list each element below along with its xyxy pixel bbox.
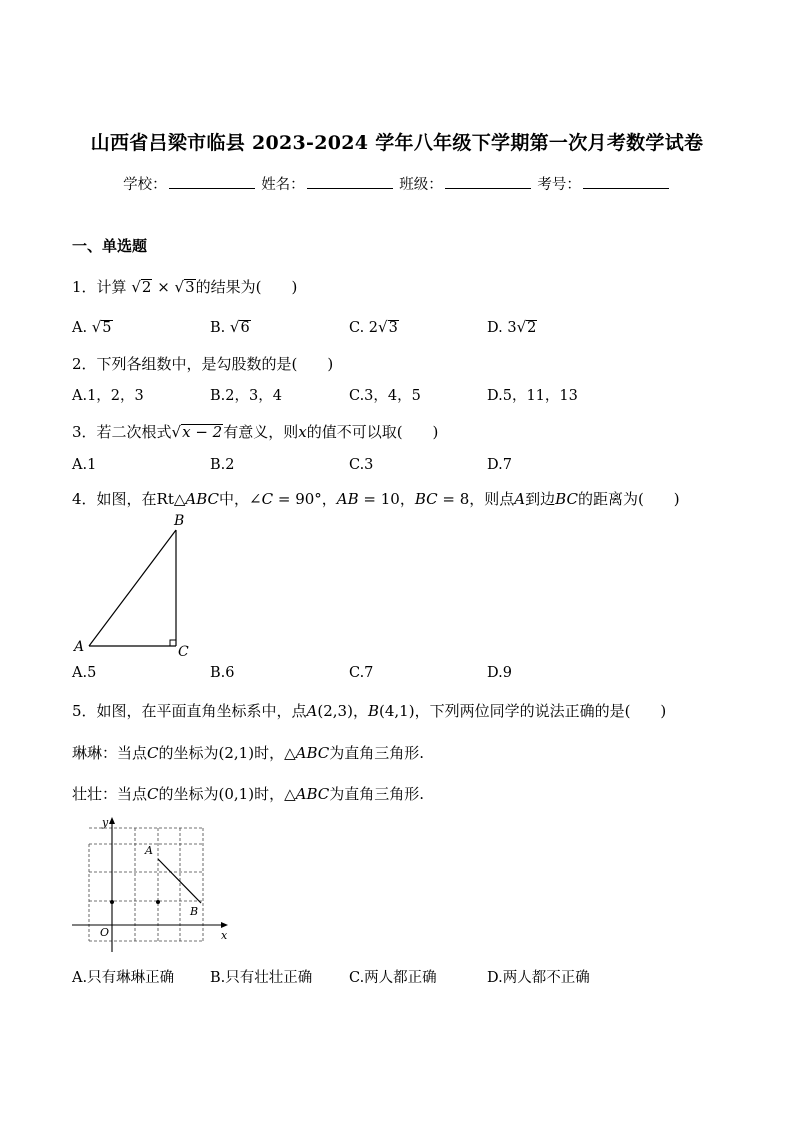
q3-radicand: x − 2 bbox=[182, 423, 223, 441]
q5-l1-text-a: 琳琳：当点 bbox=[72, 744, 148, 762]
q4-c: C bbox=[261, 490, 274, 508]
student-info-line bbox=[0, 173, 794, 194]
q1-option-b[interactable]: B. √6 bbox=[210, 318, 250, 336]
q5-l1-text-b: 的坐标为 bbox=[158, 744, 219, 762]
label-b: B bbox=[174, 513, 185, 529]
class-label: 班级： bbox=[399, 177, 443, 193]
q4-option-c[interactable]: C.7 bbox=[349, 665, 374, 681]
q4-option-a[interactable]: A.5 bbox=[72, 665, 97, 681]
q3-option-d[interactable]: D.7 bbox=[487, 457, 512, 473]
q1-option-b-radicand: 6 bbox=[240, 320, 250, 336]
q5-l1-abc: ABC bbox=[295, 744, 330, 762]
q4-text-4: = 10， bbox=[358, 490, 415, 508]
school-label: 学校： bbox=[123, 177, 167, 193]
q4-ab: AB bbox=[336, 490, 359, 508]
q4-bc: BC bbox=[414, 490, 438, 508]
q1-option-c-label: C. 2 bbox=[349, 320, 379, 336]
q4-text-1: 4．如图，在Rt△ bbox=[72, 490, 186, 508]
origin-label: O bbox=[100, 926, 110, 939]
q5-b-coord: (4,1) bbox=[379, 702, 415, 720]
q1-option-c-radicand: 3 bbox=[388, 320, 398, 336]
coordinate-grid-figure bbox=[68, 812, 238, 957]
q5-l2-c: C bbox=[147, 785, 159, 803]
exam-no-blank bbox=[583, 174, 669, 189]
name-label: 姓名： bbox=[261, 177, 305, 193]
point-c-0-1 bbox=[110, 900, 114, 904]
q5-text-1: 5．如图，在平面直角坐标系中，点 bbox=[72, 702, 307, 720]
q1-prefix: 1．计算 bbox=[72, 278, 127, 296]
q3-mid: 有意义，则 bbox=[223, 423, 299, 441]
q4-option-b[interactable]: B.6 bbox=[210, 665, 235, 681]
q3-option-c[interactable]: C.3 bbox=[349, 457, 374, 473]
q3-prefix: 3．若二次根式 bbox=[72, 423, 172, 441]
q5-l1-text-c: 时，△ bbox=[254, 744, 296, 762]
q5-text-2: ，下列两位同学的说法正确的是( ) bbox=[414, 702, 667, 720]
question-3-stem: 3．若二次根式√x − 2有意义，则x的值不可以取( ) bbox=[72, 423, 439, 441]
x-axis-label: x bbox=[221, 929, 228, 942]
q1-radicand-b: 3 bbox=[185, 278, 195, 296]
q5-l2-text-a: 壮壮：当点 bbox=[72, 785, 148, 803]
q4-text-3: = 90°， bbox=[273, 490, 337, 508]
q2-option-d[interactable]: D.5，11，13 bbox=[487, 388, 578, 404]
q5-sep: ， bbox=[352, 702, 368, 720]
q5-option-c[interactable]: C.两人都正确 bbox=[349, 970, 437, 986]
q5-l1-text-d: 为直角三角形. bbox=[329, 744, 425, 762]
point-b-label: B bbox=[190, 905, 199, 918]
y-axis-label: y bbox=[102, 816, 109, 829]
q1-option-a-radicand: 5 bbox=[102, 320, 112, 336]
point-c-2-1 bbox=[156, 900, 160, 904]
q4-text-6: 到边 bbox=[525, 490, 556, 508]
q5-option-d[interactable]: D.两人都不正确 bbox=[487, 970, 590, 986]
exam-no-label: 考号： bbox=[537, 177, 581, 193]
q2-option-a[interactable]: A.1，2，3 bbox=[72, 388, 144, 404]
q4-bc-2: BC bbox=[555, 490, 578, 508]
x-axis-arrow bbox=[221, 922, 228, 928]
label-a: A bbox=[74, 639, 85, 655]
question-1-stem: 1．计算 √2 × √3的结果为( ) bbox=[72, 278, 298, 296]
q2-option-b[interactable]: B.2，3，4 bbox=[210, 388, 282, 404]
q3-option-a[interactable]: A.1 bbox=[72, 457, 97, 473]
q5-l2-text-d: 为直角三角形. bbox=[329, 785, 425, 803]
q4-text-2: 中，∠ bbox=[219, 490, 262, 508]
q5-l1-coord: (2,1) bbox=[218, 744, 255, 762]
triangle-figure bbox=[70, 508, 200, 660]
q1-suffix: 的结果为( ) bbox=[195, 278, 298, 296]
q5-l2-coord: (0,1) bbox=[218, 785, 255, 803]
q1-option-a[interactable]: A. √5 bbox=[72, 318, 112, 336]
q4-a: A bbox=[514, 490, 526, 508]
page-title: 山西省吕梁市临县 2023-2024 学年八年级下学期第一次月考数学试卷 bbox=[90, 132, 704, 154]
q5-a-coord: (2,3) bbox=[317, 702, 353, 720]
q1-radicand-a: 2 bbox=[141, 278, 152, 296]
q4-option-d[interactable]: D.9 bbox=[487, 665, 512, 681]
class-blank bbox=[445, 174, 531, 189]
q1-option-d[interactable]: D. 3√2 bbox=[487, 318, 537, 336]
label-c: C bbox=[178, 644, 189, 660]
point-a-label: A bbox=[145, 844, 153, 857]
q5-b: B bbox=[367, 702, 379, 720]
q1-option-b-label: B. bbox=[210, 320, 230, 336]
q4-text-7: 的距离为( ) bbox=[577, 490, 680, 508]
y-axis-arrow bbox=[109, 817, 115, 824]
question-2-stem: 2．下列各组数中，是勾股数的是( ) bbox=[72, 355, 334, 373]
q5-option-a[interactable]: A.只有琳琳正确 bbox=[72, 970, 175, 986]
q1-option-a-label: A. bbox=[72, 320, 92, 336]
question-5-stem bbox=[72, 700, 666, 721]
q3-option-b[interactable]: B.2 bbox=[210, 457, 235, 473]
q5-l2-text-b: 的坐标为 bbox=[158, 785, 219, 803]
q4-abc: ABC bbox=[185, 490, 220, 508]
q5-statement-linlin bbox=[72, 742, 424, 763]
q5-a: A bbox=[306, 702, 318, 720]
q3-suffix: 的值不可以取( ) bbox=[306, 423, 439, 441]
segment-ab bbox=[158, 859, 201, 903]
q1-option-d-radicand: 2 bbox=[527, 320, 537, 336]
question-4-stem bbox=[72, 488, 680, 509]
q5-l2-abc: ABC bbox=[295, 785, 330, 803]
section-heading: 一、单选题 bbox=[72, 237, 148, 255]
q5-l2-text-c: 时，△ bbox=[254, 785, 296, 803]
q2-option-c[interactable]: C.3，4，5 bbox=[349, 388, 421, 404]
q5-option-b[interactable]: B.只有壮壮正确 bbox=[210, 970, 313, 986]
q1-option-c[interactable]: C. 2√3 bbox=[349, 318, 398, 336]
name-blank bbox=[307, 174, 393, 189]
school-blank bbox=[169, 174, 255, 189]
q5-l1-c: C bbox=[147, 744, 159, 762]
q3-var: x bbox=[298, 423, 307, 441]
q4-text-5: = 8，则点 bbox=[437, 490, 515, 508]
q5-statement-zhuangzhuang bbox=[72, 783, 424, 804]
q1-option-d-label: D. 3 bbox=[487, 320, 517, 336]
